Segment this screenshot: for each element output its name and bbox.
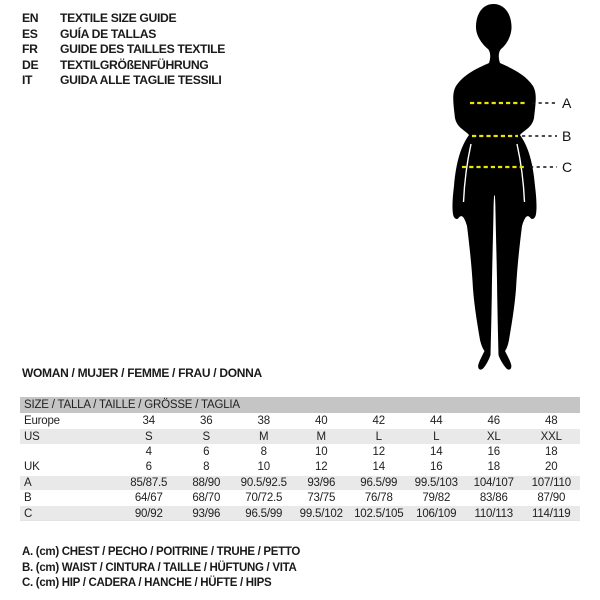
cell: 10 <box>293 444 351 459</box>
cell: 12 <box>350 444 408 459</box>
legend-hip: C. (cm) HIP / CADERA / HANCHE / HÜFTE / HIPS <box>22 577 272 590</box>
cell: 83/86 <box>465 490 523 505</box>
chest-label: A <box>562 95 572 111</box>
row-label: Europe <box>20 414 120 429</box>
guide-title: TEXTILE SIZE GUIDE <box>60 11 177 25</box>
cell: 8 <box>178 460 236 475</box>
list-item <box>22 58 225 74</box>
cell: 96.5/99 <box>350 475 408 490</box>
cell: 106/109 <box>408 506 466 521</box>
cell: 96.5/99 <box>235 506 293 521</box>
cell: 6 <box>120 460 178 475</box>
cell: 99.5/102 <box>293 506 351 521</box>
cell: 18 <box>465 460 523 475</box>
language-code: EN <box>22 11 39 25</box>
cell: 34 <box>120 414 178 429</box>
woman-silhouette-figure <box>425 0 595 390</box>
table-row <box>20 490 580 505</box>
cell: 20 <box>523 460 581 475</box>
table-row <box>20 429 580 444</box>
table-header-row <box>20 397 580 414</box>
language-title-list <box>22 11 225 89</box>
cell: 79/82 <box>408 490 466 505</box>
cell: 38 <box>235 414 293 429</box>
legend-waist: B. (cm) WAIST / CINTURA / TAILLE / HÜFTUNG / VITA <box>22 561 297 574</box>
cell: 48 <box>523 414 581 429</box>
row-label: B <box>20 490 120 505</box>
cell: 68/70 <box>178 490 236 505</box>
cell: 64/67 <box>120 490 178 505</box>
cell: 10 <box>235 460 293 475</box>
guide-title: TEXTILGRÖßENFÜHRUNG <box>60 57 209 72</box>
cell: 104/107 <box>465 475 523 490</box>
cell: M <box>293 429 351 444</box>
cell: 46 <box>465 414 523 429</box>
cell: 18 <box>523 444 581 459</box>
hip-label: C <box>562 159 573 175</box>
cell: XL <box>465 429 523 444</box>
size-table <box>20 397 580 522</box>
language-code: IT <box>22 73 33 88</box>
cell: 8 <box>235 444 293 459</box>
table-header-label: SIZE / TALLA / TAILLE / GRÖSSE / TAGLIA <box>20 397 580 414</box>
list-item <box>22 11 225 27</box>
guide-title: GUIDE DES TAILLES TEXTILE <box>60 42 226 57</box>
table-row <box>20 460 580 475</box>
table-row <box>20 414 580 429</box>
cell: 102.5/105 <box>350 506 408 521</box>
cell: 40 <box>293 414 351 429</box>
cell: M <box>235 429 293 444</box>
table-row <box>20 475 580 490</box>
row-label: C <box>20 506 120 521</box>
list-item <box>22 42 225 58</box>
list-item <box>22 27 225 43</box>
cell: 88/90 <box>178 475 236 490</box>
cell: 16 <box>408 460 466 475</box>
list-item <box>22 73 225 89</box>
section-title: WOMAN / MUJER / FEMME / FRAU / DONNA <box>22 366 262 380</box>
cell: S <box>178 429 236 444</box>
cell: 90/92 <box>120 506 178 521</box>
cell: 73/75 <box>293 490 351 505</box>
row-label <box>20 444 120 459</box>
cell: 76/78 <box>350 490 408 505</box>
cell: 14 <box>408 444 466 459</box>
waist-label: B <box>562 128 572 144</box>
cell: L <box>408 429 466 444</box>
cell: 114/119 <box>523 506 581 521</box>
cell: 90.5/92.5 <box>235 475 293 490</box>
cell: S <box>120 429 178 444</box>
row-label: A <box>20 475 120 490</box>
cell: 12 <box>293 460 351 475</box>
cell: 70/72.5 <box>235 490 293 505</box>
language-code: DE <box>22 57 39 72</box>
cell: 16 <box>465 444 523 459</box>
cell: 36 <box>178 414 236 429</box>
row-label: US <box>20 429 120 444</box>
cell: 14 <box>350 460 408 475</box>
cell: 107/110 <box>523 475 581 490</box>
cell: 4 <box>120 444 178 459</box>
guide-title: GUÍA DE TALLAS <box>60 26 156 41</box>
cell: XXL <box>523 429 581 444</box>
table-row <box>20 506 580 521</box>
row-label: UK <box>20 460 120 475</box>
cell: L <box>350 429 408 444</box>
cell: 6 <box>178 444 236 459</box>
language-code: FR <box>22 42 38 57</box>
cell: 44 <box>408 414 466 429</box>
language-code: ES <box>22 26 38 41</box>
cell: 99.5/103 <box>408 475 466 490</box>
guide-title: GUIDA ALLE TAGLIE TESSILI <box>60 73 222 88</box>
legend-chest: A. (cm) CHEST / PECHO / POITRINE / TRUHE / PETTO <box>22 546 301 558</box>
cell: 110/113 <box>465 506 523 521</box>
cell: 93/96 <box>293 475 351 490</box>
table-row <box>20 444 580 459</box>
cell: 42 <box>350 414 408 429</box>
table-bottom-divider <box>20 520 580 521</box>
measurement-legend <box>22 545 300 592</box>
cell: 93/96 <box>178 506 236 521</box>
cell: 85/87.5 <box>120 475 178 490</box>
cell: 87/90 <box>523 490 581 505</box>
